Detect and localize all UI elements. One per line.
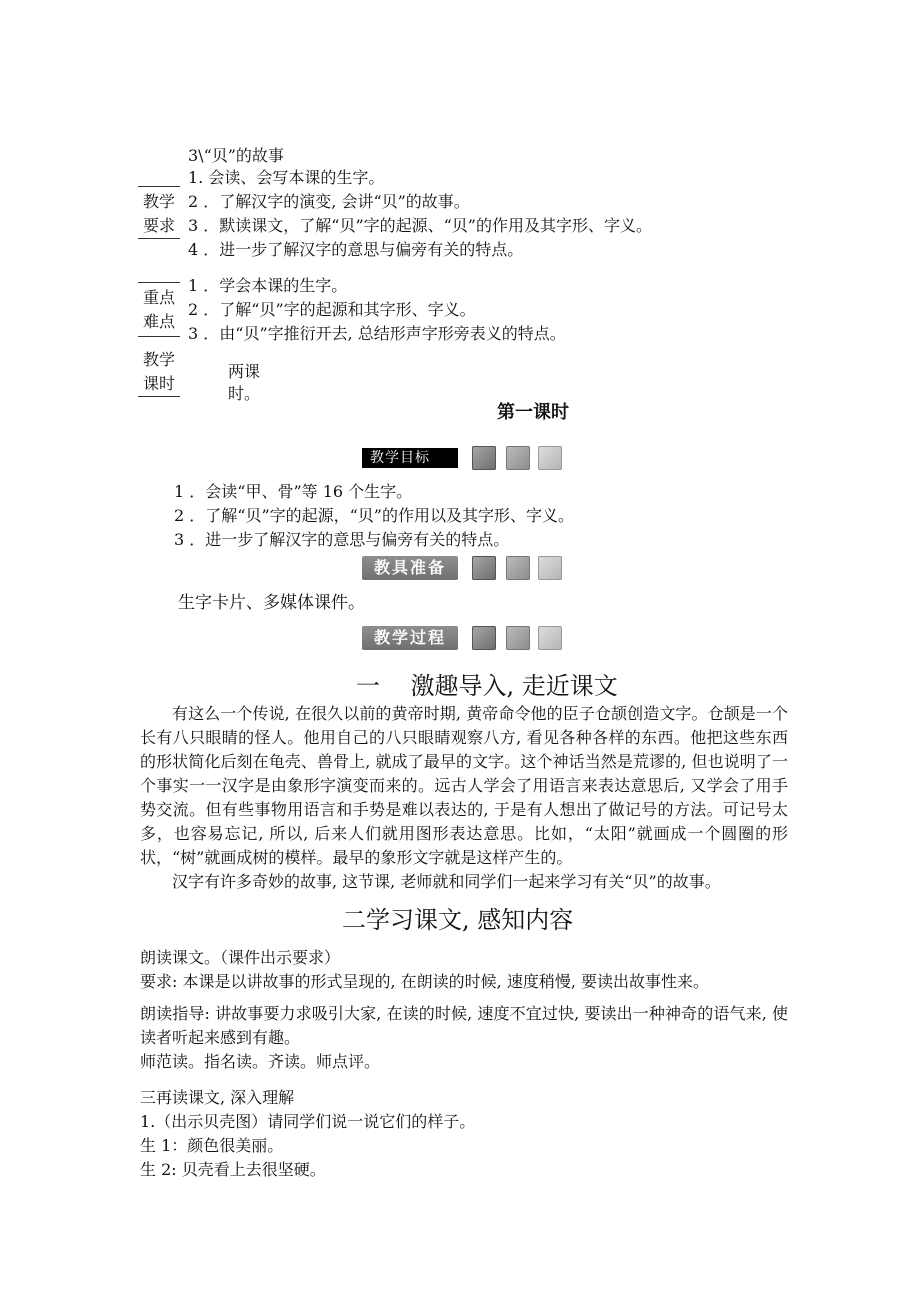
lesson-title: 3\“贝”的故事 [188, 146, 284, 165]
section-heading: 三再读课文, 深入理解 [140, 1088, 295, 1107]
paragraph: 汉字有许多奇妙的故事, 这节课, 老师就和同学们一起来学习有关“贝”的故事。 [172, 872, 721, 891]
banner-square [506, 626, 530, 650]
divider [138, 396, 180, 397]
section-heading: 二学习课文, 感知内容 [342, 906, 574, 934]
banner-square [506, 556, 530, 580]
key-points-label-1: 重点 [142, 288, 175, 307]
banner-square [472, 446, 496, 470]
key-point-item: 1 ．学会本课的生字。 [188, 276, 348, 295]
requirement-item: 2 ．了解汉字的演变, 会讲“贝”的故事。 [188, 192, 470, 211]
divider [138, 282, 180, 283]
section-heading: 一 激趣导入, 走近课文 [356, 672, 618, 700]
key-point-item: 2 ．了解“贝”字的起源和其字形、字义。 [188, 300, 476, 319]
periods-value-1: 两课 [228, 362, 261, 381]
requirement-item: 3 ．默读课文，了解“贝”字的起源、“贝”的作用及其字形、字义。 [188, 216, 652, 235]
divider [138, 238, 180, 239]
banner-square [538, 556, 562, 580]
periods-label-2: 课时 [142, 374, 175, 393]
periods-value-2: 时。 [228, 384, 261, 403]
section-2-body [140, 946, 788, 1074]
requirement-item: 1. 会读、会写本课的生字。 [188, 168, 385, 187]
goal-item: 1 ．会读“甲、骨”等 16 个生字。 [174, 482, 413, 501]
paragraph: 1.（出示贝壳图）请同学们说一说它们的样子。 [140, 1112, 476, 1131]
goals-banner: 教学目标 [362, 448, 458, 468]
tools-text: 生字卡片、多媒体课件。 [178, 593, 365, 613]
goal-item: 2 ．了解“贝”字的起源，“贝”的作用以及其字形、字义。 [174, 506, 574, 525]
section-3-body [140, 1086, 788, 1182]
period-title: 第一课时 [497, 402, 569, 423]
paragraph: 朗读指导: 讲故事要力求吸引大家, 在读的时候, 速度不宜过快, 要读出一种神奇的语气来, 使读者听起来感到有趣。 [140, 1004, 788, 1047]
divider [138, 186, 180, 187]
banner-square [472, 626, 496, 650]
process-banner: 教学过程 [362, 626, 458, 650]
divider [138, 336, 180, 337]
key-point-item: 3 ．由“贝”字推衍开去, 总结形声字形旁表义的特点。 [188, 324, 566, 343]
banner-square [538, 626, 562, 650]
paragraph: 师范读。指名读。齐读。师点评。 [140, 1052, 381, 1071]
paragraph: 要求: 本课是以讲故事的形式呈现的, 在朗读的时候, 速度稍慢, 要读出故事性来。 [140, 972, 709, 991]
requirements-label-1: 教学 [142, 192, 175, 211]
goal-item: 3 ．进一步了解汉字的意思与偏旁有关的特点。 [174, 530, 510, 549]
banner-square [538, 446, 562, 470]
paragraph: 有这么一个传说, 在很久以前的黄帝时期, 黄帝命令他的臣子仓颉创造文字。仓颉是一个长有八只眼睛的怪人。他用自己的八只眼睛观察八方, 看见各种各样的东西。他把这些东西的形状简化后刻在龟壳、兽骨上, 就成了最早的文字。这个神话当然是荒谬的, 但也说明了一个事实一一汉字是由象形字演变而来的。远古人学会了用语言来表达意思后, 又学会了用手势交流。但有些事物用语言和手势是难以表达的, 于是有人想出了做记号的方法。可记号太多，也容易忘记, 所以, 后来人们就用图形表达意思。比如，“太阳”就画成一个圆圈的形状，“树”就画成树的模样。最早的象形文字就是这样产生的。 [140, 704, 788, 867]
banner-square [472, 556, 496, 580]
paragraph: 朗读课文。（课件出示要求） [140, 948, 341, 967]
paragraph: 生 1：颜色很美丽。 [140, 1136, 284, 1155]
banner-square [506, 446, 530, 470]
key-points-label-2: 难点 [142, 312, 175, 331]
section-1-body [140, 702, 788, 894]
tools-banner: 教具准备 [362, 556, 458, 580]
requirement-item: 4 ．进一步了解汉字的意思与偏旁有关的特点。 [188, 240, 524, 259]
paragraph: 生 2: 贝壳看上去很坚硬。 [140, 1160, 326, 1179]
requirements-label-2: 要求 [142, 216, 175, 235]
periods-label-1: 教学 [142, 350, 175, 369]
